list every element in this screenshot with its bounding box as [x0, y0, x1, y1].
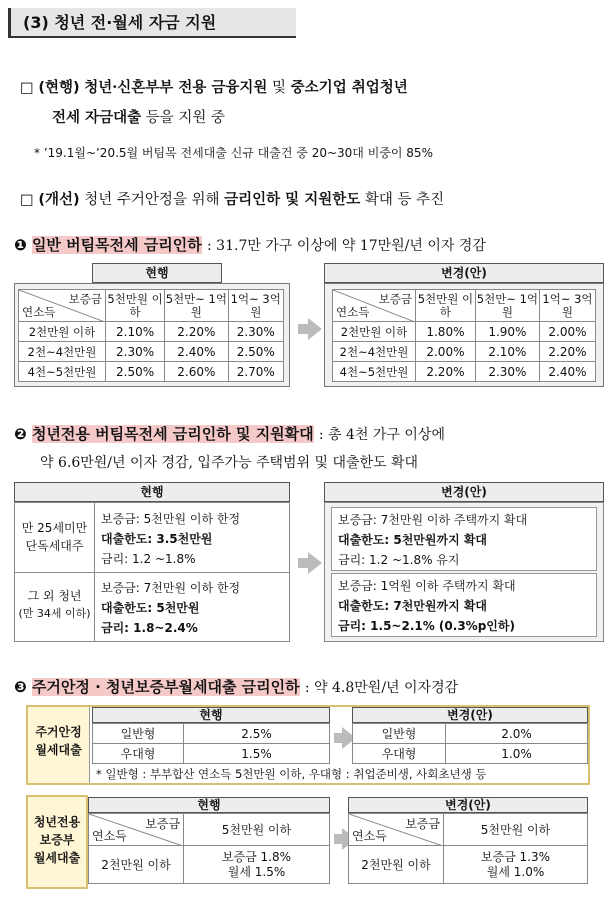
- col-header: 5천만원 이하: [416, 290, 476, 322]
- s3-left2: 청년전용 보증부 월세대출: [26, 795, 88, 889]
- detail-line: 보증금: 7천만원 이하 주택까지 확대: [338, 513, 528, 527]
- rate-cell: 2.60%: [165, 362, 228, 382]
- s2-current-label: 현행: [14, 482, 290, 502]
- corner-cell: [19, 290, 106, 322]
- corner-cell: [89, 814, 184, 846]
- s2-row1-current: [95, 503, 289, 573]
- rate-line: 월세 1.0%: [486, 864, 545, 879]
- s2-row2-label: [15, 573, 95, 641]
- row-header: 2천만원 이하: [19, 322, 106, 342]
- col-header: 5천만~ 1억원: [475, 290, 539, 322]
- rate-cell: 1.80%: [416, 322, 476, 342]
- type-cell: 우대형: [353, 744, 446, 764]
- type-cell: 일반형: [93, 724, 184, 744]
- bullet: □: [20, 80, 34, 96]
- row-header: 2천~4천만원: [333, 342, 416, 362]
- row-header: 2천만원 이하: [89, 846, 184, 884]
- detail-line: 보증금: 1억원 이하 주택까지 확대: [338, 579, 516, 593]
- row-header: 4천~5천만원: [333, 362, 416, 382]
- current-note: * ’19.1월~’20.5월 버팀목 전세대출 신규 대출건 중 20~30대 비중이 85%: [34, 146, 433, 160]
- s2-row2-current: [95, 573, 289, 641]
- rate-cell: 2.20%: [539, 342, 595, 362]
- s3-t1-current-label: 현행: [92, 707, 330, 723]
- s1-head: 일반 버팀목전세 금리인하: [31, 236, 202, 254]
- s1-tail: : 31.7만 가구 이상에 약 17만원/년 이자 경감: [207, 238, 486, 254]
- detail-line: 대출한도: 5천만원: [101, 601, 200, 615]
- detail-line: 금리: 1.2 ~1.8% 유지: [338, 553, 460, 567]
- rate-cell: 2.40%: [539, 362, 595, 382]
- label-line: (만 34세 이하): [18, 607, 91, 620]
- current-paragraph-line1: [20, 76, 408, 97]
- col-header: 5천만원 이하: [184, 814, 330, 846]
- corner-top: 보증금: [378, 292, 412, 306]
- rate-cell: 2.30%: [106, 342, 165, 362]
- type-cell: 우대형: [93, 744, 184, 764]
- s2-number: ❷: [14, 425, 27, 443]
- label-line: 만 25세미만: [21, 521, 88, 535]
- rate-cell: [444, 846, 588, 884]
- col-header: 5천만~ 1억원: [165, 290, 228, 322]
- current-text1: 청년·신혼부부 전용 금융지원: [84, 79, 268, 96]
- s2-changed-label: 변경(안): [324, 482, 604, 502]
- label-line: 그 외 청년: [27, 589, 82, 603]
- rate-line: 보증금 1.3%: [480, 849, 551, 864]
- detail-line: 금리: 1.8~2.4%: [101, 621, 198, 635]
- s2-heading: [14, 423, 445, 444]
- current-text2: 및: [272, 80, 287, 96]
- s2-head: 청년전용 버팀목전세 금리인하 및 지원확대: [31, 425, 314, 443]
- corner-top: 보증금: [68, 292, 102, 306]
- corner-top: 보증금: [145, 817, 180, 831]
- rate-cell: 2.10%: [106, 322, 165, 342]
- rate-cell: 2.20%: [165, 322, 228, 342]
- s3-tail: : 약 4.8만원/년 이자경감: [304, 680, 459, 696]
- rate-cell: 2.00%: [539, 322, 595, 342]
- s3-t2-changed-label: 변경(안): [348, 797, 588, 813]
- detail-line: 대출한도: 5천만원까지 확대: [338, 533, 488, 547]
- reform-text1: 청년 주거안정을 위해: [84, 192, 220, 208]
- rate-cell: 2.30%: [228, 322, 284, 342]
- s2-row2-changed: [331, 573, 597, 637]
- detail-line: 보증금: 7천만원 이하 한정: [101, 581, 241, 595]
- label-line: 단독세대주: [25, 539, 84, 553]
- s3-t1-current: [92, 723, 330, 764]
- s1-number: ❶: [14, 236, 27, 254]
- corner-bottom: 연소득: [336, 305, 370, 319]
- corner-top: 보증금: [405, 817, 440, 831]
- col-header: 1억~ 3억원: [228, 290, 284, 322]
- bullet: □: [20, 192, 34, 208]
- corner-cell: [349, 814, 444, 846]
- rate-cell: 1.90%: [475, 322, 539, 342]
- s3-t1-note: * 일반형 : 부부합산 연소득 5천만원 이하, 우대형 : 취업준비생, 사회초년생 등: [96, 767, 487, 781]
- row-header: 2천만원 이하: [349, 846, 444, 884]
- s3-t1-changed: [352, 723, 588, 764]
- row-header: 4천~5천만원: [19, 362, 106, 382]
- s2-row1-changed: [331, 507, 597, 571]
- corner-bottom: 연소득: [22, 305, 56, 319]
- s2-tail2: 약 6.6만원/년 이자 경감, 입주가능 주택범위 및 대출한도 확대: [40, 455, 419, 471]
- rate-cell: 2.70%: [228, 362, 284, 382]
- rate-cell: 2.40%: [165, 342, 228, 362]
- rate-cell: 2.30%: [475, 362, 539, 382]
- detail-line: 보증금: 5천만원 이하 한정: [101, 512, 241, 526]
- s2-row1-label: [15, 503, 95, 573]
- s3-t1-changed-label: 변경(안): [352, 707, 588, 723]
- s3-left1: 주거안정 월세대출: [28, 707, 90, 783]
- s3-t2-current-label: 현행: [88, 797, 330, 813]
- rate-cell: 1.0%: [446, 744, 588, 764]
- rate-cell: 1.5%: [184, 744, 330, 764]
- s2-tail1: : 총 4천 가구 이상에: [318, 427, 445, 443]
- rate-cell: 2.50%: [106, 362, 165, 382]
- rate-cell: [184, 846, 330, 884]
- rate-cell: 2.5%: [184, 724, 330, 744]
- current-paragraph-line2: [52, 106, 225, 127]
- current-text3: 중소기업 취업청년: [290, 79, 408, 96]
- row-header: 2천~4천만원: [19, 342, 106, 362]
- corner-bottom: 연소득: [92, 829, 127, 843]
- col-header: 5천만원 이하: [444, 814, 588, 846]
- s1-changed-table: [332, 289, 596, 382]
- s3-head: 주거안정 · 청년보증부월세대출 금리인하: [31, 678, 300, 696]
- corner-bottom: 연소득: [352, 829, 387, 843]
- rate-line: 보증금 1.8%: [221, 849, 292, 864]
- s1-heading: [14, 234, 486, 255]
- corner-cell: [333, 290, 416, 322]
- reform-text2: 금리인하 및 지원한도: [224, 191, 361, 208]
- rate-line: 월세 1.5%: [227, 864, 286, 879]
- s3-heading: [14, 676, 458, 697]
- detail-line: 금리: 1.2 ~1.8%: [101, 552, 196, 566]
- current-text4: 전세 자금대출: [52, 109, 142, 126]
- rate-cell: 2.0%: [446, 724, 588, 744]
- reform-text3: 확대 등 추진: [364, 192, 445, 208]
- section-title-text: (3) 청년 전·월세 자금 지원: [23, 13, 217, 32]
- s1-changed-label: 변경(안): [324, 263, 604, 283]
- detail-line: 대출한도: 7천만원까지 확대: [338, 599, 488, 613]
- rate-cell: 2.50%: [228, 342, 284, 362]
- detail-line: 금리: 1.5~2.1% (0.3%p인하): [338, 619, 515, 633]
- rate-cell: 2.20%: [416, 362, 476, 382]
- rate-cell: 2.00%: [416, 342, 476, 362]
- s3-number: ❸: [14, 678, 27, 696]
- type-cell: 일반형: [353, 724, 446, 744]
- current-text5: 등을 지원 중: [145, 110, 225, 126]
- row-header: 2천만원 이하: [333, 322, 416, 342]
- s2-changed-table: [324, 502, 604, 642]
- detail-line: 대출한도: 3.5천만원: [101, 532, 213, 546]
- s1-current-label: 현행: [92, 263, 222, 283]
- col-header: 1억~ 3억원: [539, 290, 595, 322]
- current-tag: (현행): [38, 80, 80, 96]
- section-title: [8, 8, 296, 38]
- s3-t2-changed: [348, 813, 588, 884]
- s1-current-table: [18, 289, 284, 382]
- s2-current-table: [14, 502, 290, 642]
- reform-tag: (개선): [38, 192, 80, 208]
- rate-cell: 2.10%: [475, 342, 539, 362]
- reform-paragraph: [20, 188, 444, 209]
- s3-t2-current: [88, 813, 330, 884]
- col-header: 5천만원 이하: [106, 290, 165, 322]
